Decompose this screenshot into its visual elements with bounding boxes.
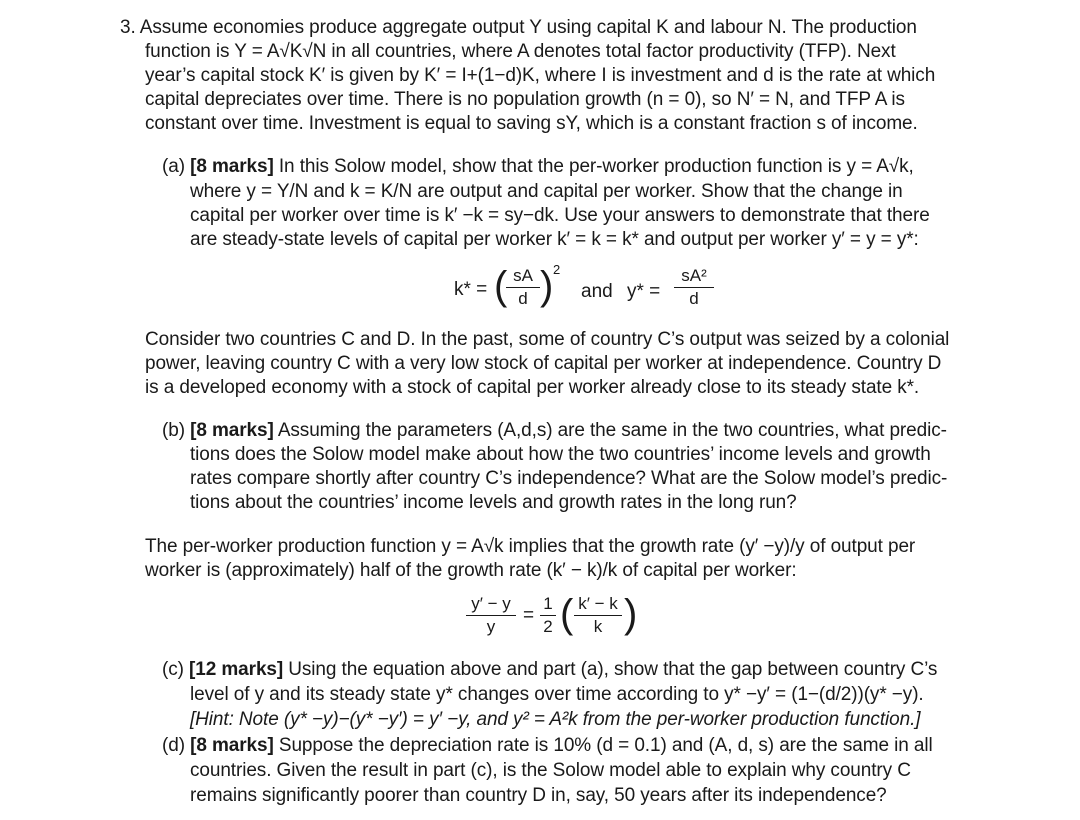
right-paren: ) <box>540 264 554 308</box>
fraction-bar <box>574 615 622 616</box>
part-d-marks: [8 marks] <box>190 735 274 756</box>
part-a-first-line <box>162 155 914 179</box>
left-paren: ( <box>560 592 574 636</box>
right-paren: ) <box>624 592 638 636</box>
fraction-denominator: k <box>593 617 603 636</box>
part-d-first-line <box>162 734 933 758</box>
fraction-denominator: d <box>518 289 528 308</box>
part-d-first-line-text: Suppose the depreciation rate is 10% (d = 0.1) and (A, d, s) are the same in all <box>273 735 933 756</box>
part-c-label: (c) <box>162 659 184 680</box>
y-star-lhs: y* = <box>627 281 661 302</box>
countries-line-3: is a developed economy with a stock of capital per worker already close to its steady state k*. <box>145 377 920 398</box>
fraction-numerator: sA² <box>681 266 707 285</box>
growth-line-2: worker is (approximately) half of the growth rate (k′ − k)/k of capital per worker: <box>145 560 797 581</box>
intro-line-1: 3. Assume economies produce aggregate output Y using capital K and labour N. The production <box>120 17 917 38</box>
fraction-bar <box>540 615 556 616</box>
fraction-bar <box>674 287 714 288</box>
intro-line-2: function is Y = A√K√N in all countries, where A denotes total factor productivity (TFP). Next <box>145 41 896 62</box>
capital-growth-fraction <box>574 594 622 637</box>
part-d-line-3: remains significantly poorer than country D in, say, 50 years after its independence? <box>190 785 887 806</box>
part-d-line-2: countries. Given the result in part (c), is the Solow model able to explain why country C <box>190 760 911 781</box>
part-c-first-line <box>162 658 937 682</box>
part-b-line-4: tions about the countries’ income levels and growth rates in the long run? <box>190 492 797 513</box>
part-a-line-3: capital per worker over time is k′ −k = sy−dk. Use your answers to demonstrate that there <box>190 205 930 226</box>
fraction-denominator: y <box>486 617 496 636</box>
part-c-marks: [12 marks] <box>189 659 284 680</box>
part-b-label: (b) <box>162 420 185 441</box>
part-a-line-2: where y = Y/N and k = K/N are output and capital per worker. Show that the change in <box>190 181 903 202</box>
part-b-marks: [8 marks] <box>190 420 274 441</box>
part-b-line-3: rates compare shortly after country C’s independence? What are the Solow model’s predic- <box>190 468 948 489</box>
part-a-label: (a) <box>162 156 185 177</box>
fraction-numerator: y′ − y <box>471 594 511 613</box>
part-c-first-line-text: Using the equation above and part (a), show that the gap between country C’s <box>283 659 938 680</box>
fraction-numerator: sA <box>513 266 533 285</box>
part-d-label: (d) <box>162 735 185 756</box>
sA-over-d-fraction <box>506 266 540 309</box>
fraction-denominator: d <box>689 289 699 308</box>
part-b-first-line <box>162 419 947 443</box>
exponent: 2 <box>553 262 561 277</box>
k-star-lhs: k* = <box>454 279 488 300</box>
fraction-bar <box>506 287 540 288</box>
part-c-line-2: level of y and its steady state y* changes over time according to y* −y′ = (1−(d/2))(y* −y). <box>190 684 924 705</box>
fraction-numerator: k′ − k <box>578 594 618 613</box>
and-word: and <box>581 281 613 302</box>
one-half-fraction <box>540 594 556 637</box>
part-c-hint: [Hint: Note (y* −y)−(y* −y′) = y′ −y, and y² = A²k from the per-worker production function.] <box>190 709 921 730</box>
intro-line-5: constant over time. Investment is equal to saving sY, which is a constant fraction s of income. <box>145 113 918 134</box>
fraction-bar <box>466 615 516 616</box>
part-a-first-line-text: In this Solow model, show that the per-worker production function is y = A√k, <box>273 156 914 177</box>
sA2-over-d-fraction <box>674 266 714 309</box>
part-a-marks: [8 marks] <box>190 156 274 177</box>
fraction-numerator: 1 <box>543 594 553 613</box>
part-b-line-2: tions does the Solow model make about how the two countries’ income levels and growth <box>190 444 931 465</box>
part-a-line-4: are steady-state levels of capital per worker k′ = k = k* and output per worker y′ = y = y*: <box>190 229 919 250</box>
intro-line-4: capital depreciates over time. There is no population growth (n = 0), so N′ = N, and TFP A is <box>145 89 905 110</box>
output-growth-fraction <box>466 594 516 637</box>
growth-line-1: The per-worker production function y = A√k implies that the growth rate (y′ −y)/y of output per <box>145 536 916 557</box>
left-paren: ( <box>494 264 508 308</box>
countries-line-2: power, leaving country C with a very low stock of capital per worker at independence. Country D <box>145 353 942 374</box>
countries-line-1: Consider two countries C and D. In the past, some of country C’s output was seized by a colonial <box>145 329 950 350</box>
intro-line-3: year’s capital stock K′ is given by K′ = I+(1−d)K, where I is investment and d is the rate at which <box>145 65 936 86</box>
equals-sign: = <box>523 605 535 626</box>
part-b-first-line-text: Assuming the parameters (A,d,s) are the same in the two countries, what predic- <box>273 420 947 441</box>
fraction-denominator: 2 <box>543 617 553 636</box>
